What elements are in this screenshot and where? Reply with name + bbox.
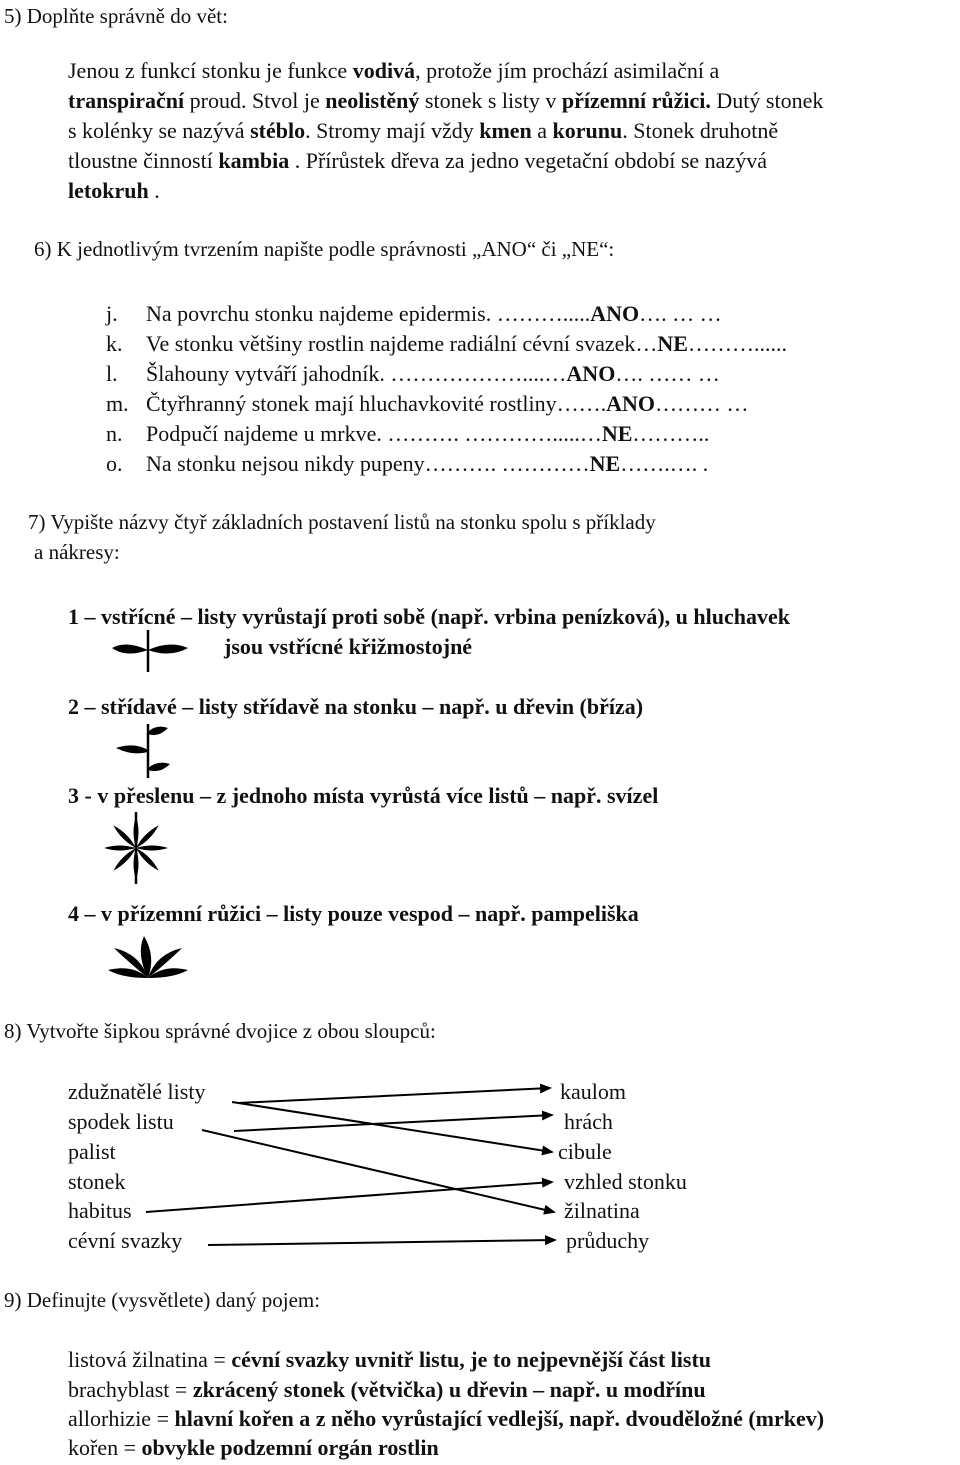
answer-term: vodivá (352, 58, 416, 83)
section-8-title: 8) Vytvořte šipkou správné dvojice z obou sloupců: (4, 1019, 436, 1043)
dotted-leader: ………..... (491, 301, 591, 326)
definition-term: brachyblast (68, 1377, 170, 1402)
definition-text: zkrácený stonek (větvička) u dřevin – např. u modřínu (192, 1377, 706, 1402)
left-term: spodek listu (68, 1109, 174, 1134)
left-term: habitus (68, 1198, 132, 1223)
equals-sign: = (169, 1377, 193, 1402)
statement-letter: j. (106, 301, 118, 326)
section-9-title: 9) Definujte (vysvětlete) daný pojem: (4, 1288, 321, 1312)
dotted-leader: ……….. (632, 421, 710, 446)
answer-term: letokruh (68, 178, 149, 203)
arrow-cevni-to-pruduchy (208, 1240, 555, 1245)
statement-letter: k. (106, 331, 123, 356)
dotted-leader: ………. ………….....… (381, 421, 602, 446)
right-term: vzhled stonku (564, 1169, 687, 1194)
arrangement-4: 4 – v přízemní růžici – listy pouze vespod – např. pampeliška (68, 901, 639, 926)
sentence-text: tloustne činností (68, 148, 219, 173)
arrow-stonek-to-kaulom (238, 1088, 550, 1103)
section-6-title: 6) K jednotlivým tvrzením napište podle správnosti „ANO“ či „NE“: (34, 237, 615, 261)
sentence-text: Jenou z funkcí stonku je funkce (68, 58, 353, 83)
arrangement-1-line1: 1 – vstřícné – listy vyrůstají proti sobě (např. vrbina penízková), u hluchavek (68, 604, 790, 629)
sentence-text: stonek s listy v (419, 88, 562, 113)
sentence-text: . Stonek druhotně (622, 118, 779, 143)
definition-line (68, 1349, 711, 1371)
statement-letter: m. (106, 391, 129, 416)
statement-text: Šlahouny vytváří jahodník. (146, 361, 385, 386)
sentence-text: . Stromy mají vždy (305, 118, 480, 143)
right-term: hrách (564, 1109, 613, 1134)
statement-text: Ve stonku většiny rostlin najdeme radiální cévní svazek (146, 331, 636, 356)
arrow-spodek-to-zilnatina (202, 1130, 554, 1212)
right-term: kaulom (560, 1079, 626, 1104)
left-term: cévní svazky (68, 1228, 183, 1253)
equals-sign: = (207, 1347, 232, 1372)
answer-term: neolistěný (325, 88, 420, 113)
answer-term: kmen (479, 118, 532, 143)
definition-line (68, 1408, 824, 1430)
right-term: žilnatina (564, 1198, 640, 1223)
section-7-title: 7) Vypište názvy čtyř základních postavení listů na stonku spolu s příklady (28, 510, 656, 534)
right-term: průduchy (566, 1228, 650, 1253)
definition-term: allorhizie (68, 1406, 152, 1431)
section-5-title: 5) Doplňte správně do vět: (4, 4, 228, 28)
definition-line (68, 1379, 706, 1401)
statement-text: Na povrchu stonku najdeme epidermis. (146, 301, 492, 326)
sentence-text: proud. Stvol je (184, 88, 326, 113)
dotted-leader: … (635, 331, 658, 356)
left-term: zdužnatělé listy (68, 1079, 206, 1104)
dotted-leader: ………...... (687, 331, 787, 356)
sentence-text: , protože jím prochází asimilační a (415, 58, 720, 83)
answer-term: korunu (552, 118, 623, 143)
sentence-text: . (148, 178, 160, 203)
answer-term: stéblo (250, 118, 306, 143)
sentence-text: a (531, 118, 553, 143)
definition-term: listová žilnatina (68, 1347, 208, 1372)
dotted-leader: …. … … (639, 301, 722, 326)
equals-sign: = (151, 1406, 175, 1431)
definition-term: kořen (68, 1435, 119, 1460)
arrangement-2: 2 – střídavé – listy střídavě na stonku – např. u dřevin (bříza) (68, 694, 644, 719)
statement-text: Podpučí najdeme u mrkve. (146, 421, 382, 446)
equals-sign: = (118, 1435, 142, 1460)
definition-text: obvykle podzemní orgán rostlin (141, 1435, 439, 1460)
answer-term: přízemní růžici. (561, 88, 711, 113)
statement-answer: NE (657, 331, 688, 356)
dotted-leader: …….…. . (620, 451, 709, 476)
sentence-text: . Přírůstek dřeva za jedno vegetační období se nazývá (289, 148, 767, 173)
definition-text: cévní svazky uvnitř listu, je to nejpevnější část listu (231, 1347, 712, 1372)
answer-term: transpirační (68, 88, 185, 113)
answer-term: kambia (218, 148, 290, 173)
definition-line (68, 1437, 439, 1459)
statement-answer: NE (601, 421, 633, 446)
arrangement-3: 3 - v přeslenu – z jednoho místa vyrůstá více listů – např. svízel (68, 783, 659, 808)
arrangement-1-line2: jsou vstřícné křižmostojné (224, 634, 473, 659)
statement-text: Čtyřhranný stonek mají hluchavkovité rostliny (146, 391, 557, 416)
statement-letter: n. (106, 421, 123, 446)
statement-letter: o. (106, 451, 123, 476)
statement-answer: ANO (566, 361, 616, 386)
sentence-text: Dutý stonek (710, 88, 824, 113)
arrow-zduznatele-to-cibule (232, 1102, 552, 1152)
statement-answer: NE (589, 451, 621, 476)
statement-text: Na stonku nejsou nikdy pupeny (146, 451, 425, 476)
statement-answer: ANO (606, 391, 655, 416)
section-7-title-cont: a nákresy: (34, 540, 120, 564)
statement-letter: l. (106, 361, 118, 386)
dotted-leader: ………. ………… (424, 451, 590, 476)
statement-answer: ANO (590, 301, 640, 326)
left-term: palist (68, 1139, 116, 1164)
dotted-leader: ……. (556, 391, 607, 416)
sentence-text: s kolénky se nazývá (68, 118, 251, 143)
arrow-palist-to-hrach (234, 1115, 552, 1131)
dotted-leader: …. …… … (615, 361, 720, 386)
definition-text: hlavní kořen a z něho vyrůstající vedlejší, např. dvouděložné (mrkev) (174, 1406, 825, 1431)
left-term: stonek (68, 1169, 126, 1194)
right-term: cibule (558, 1139, 612, 1164)
dotted-leader: ……… … (655, 391, 749, 416)
dotted-leader: ………………....… (384, 361, 567, 386)
